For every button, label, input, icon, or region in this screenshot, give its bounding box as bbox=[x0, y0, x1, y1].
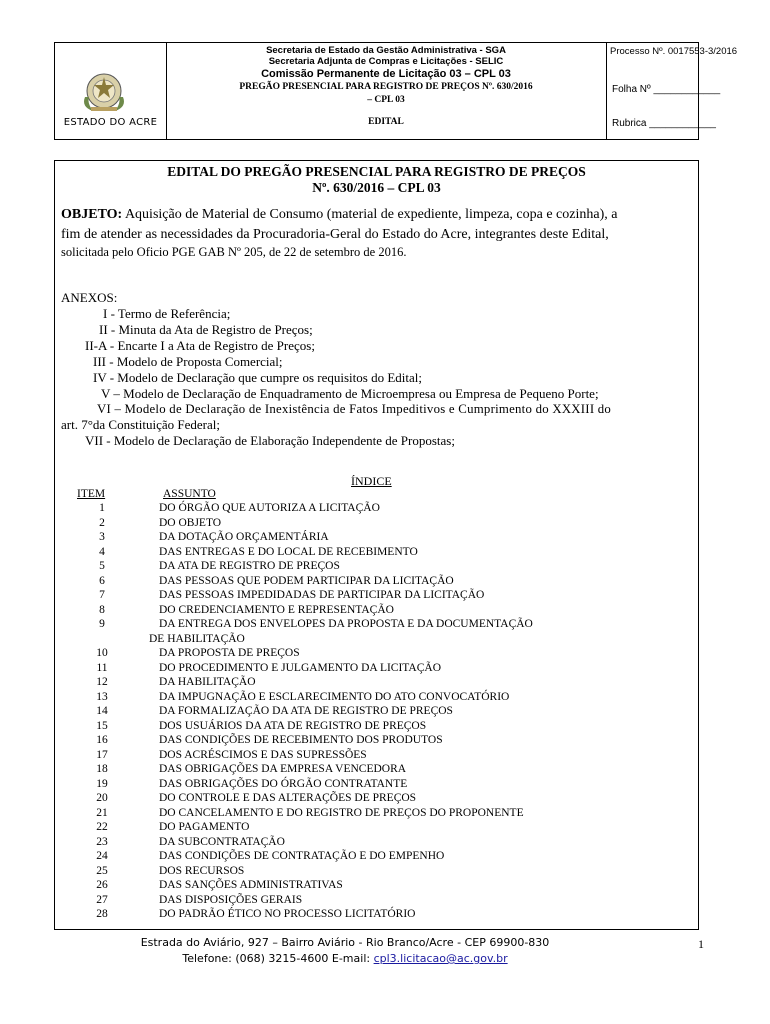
header-secretaria: Secretaria de Estado da Gestão Administrativa - SGA bbox=[266, 45, 506, 56]
item-column-header: ITEM bbox=[77, 488, 106, 500]
folha-field: Folha Nº ____________ bbox=[612, 84, 721, 95]
index-row bbox=[55, 850, 698, 864]
anexo-item: II - Minuta da Ata de Registro de Preços; bbox=[99, 322, 313, 337]
index-item-number: 1 bbox=[99, 502, 105, 514]
index-item-number: 7 bbox=[99, 589, 105, 601]
index-row bbox=[55, 734, 698, 748]
index-item-number: 14 bbox=[96, 705, 108, 717]
index-item-subject: DAS ENTREGAS E DO LOCAL DE RECEBIMENTO bbox=[159, 545, 418, 558]
header-pregao: PREGÃO PRESENCIAL PARA REGISTRO DE PREÇOS Nº. 630/2016 bbox=[239, 82, 533, 92]
index-item-number: 21 bbox=[96, 806, 108, 819]
index-item-subject: DO CREDENCIAMENTO E REPRESENTAÇÃO bbox=[159, 603, 394, 616]
index-row bbox=[55, 908, 698, 922]
anexo-item: II-A - Encarte I a Ata de Registro de Preços; bbox=[85, 338, 315, 353]
index-row bbox=[55, 778, 698, 792]
index-row bbox=[55, 604, 698, 618]
index-item-number: 28 bbox=[96, 908, 108, 920]
index-item-number: 26 bbox=[96, 879, 108, 891]
index-row bbox=[55, 618, 698, 632]
index-row bbox=[55, 546, 698, 560]
index-row bbox=[55, 589, 698, 603]
index-item-subject: DO PADRÃO ÉTICO NO PROCESSO LICITATÓRIO bbox=[159, 908, 416, 920]
index-item-number: 22 bbox=[96, 821, 108, 833]
index-item-subject: DA FORMALIZAÇÃO DA ATA DE REGISTRO DE PREÇOS bbox=[159, 705, 453, 717]
index-item-number: 24 bbox=[96, 850, 108, 862]
index-row bbox=[55, 749, 698, 763]
header-secretaria-adjunta: Secretaria Adjunta de Compras e Licitações - SELIC bbox=[268, 56, 504, 67]
objeto-line-3: solicitada pelo Oficio PGE GAB Nº 205, de 22 de setembro de 2016. bbox=[61, 245, 407, 259]
index-row bbox=[55, 807, 698, 821]
index-row bbox=[55, 879, 698, 893]
objeto-text-1: Aquisição de Material de Consumo (material de expediente, limpeza, copa e cozinha), a bbox=[124, 207, 618, 222]
index-item-subject: DAS PESSOAS IMPEDIDADAS DE PARTICIPAR DA LICITAÇÃO bbox=[159, 589, 485, 601]
state-label: ESTADO DO ACRE bbox=[63, 117, 158, 128]
footer-email-link[interactable]: cpl3.licitacao@ac.gov.br bbox=[373, 952, 508, 965]
index-row bbox=[55, 517, 698, 531]
index-row bbox=[55, 502, 698, 516]
index-row bbox=[55, 836, 698, 850]
index-row bbox=[55, 575, 698, 589]
index-item-subject: DAS CONDIÇÕES DE CONTRATAÇÃO E DO EMPENHO bbox=[159, 850, 445, 862]
header-edital: EDITAL bbox=[368, 117, 404, 127]
index-row bbox=[55, 705, 698, 719]
page-number: 1 bbox=[698, 937, 704, 951]
objeto-line-2: fim de atender as necessidades da Procuradoria-Geral do Estado do Acre, integrantes deste Edital, bbox=[61, 227, 609, 242]
index-item-subject: DO PAGAMENTO bbox=[159, 821, 250, 833]
anexo-item: VII - Modelo de Declaração de Elaboração Independente de Propostas; bbox=[85, 433, 455, 448]
indice-heading: ÍNDICE bbox=[351, 474, 392, 488]
index-row bbox=[55, 560, 698, 574]
index-item-number: 6 bbox=[99, 574, 105, 587]
index-item-subject: DA PROPOSTA DE PREÇOS bbox=[159, 647, 300, 659]
index-item-subject: DA ATA DE REGISTRO DE PREÇOS bbox=[159, 560, 340, 572]
index-item-subject: DO OBJETO bbox=[159, 516, 222, 529]
index-item-subject: DA HABILITAÇÃO bbox=[159, 676, 256, 688]
header-pregao-cont: – CPL 03 bbox=[367, 95, 405, 105]
index-item-number: 10 bbox=[96, 647, 108, 659]
anexo-item: IV - Modelo de Declaração que cumpre os requisitos do Edital; bbox=[93, 370, 422, 385]
index-item-number: 23 bbox=[96, 835, 108, 848]
index-item-number: 3 bbox=[99, 531, 105, 543]
anexo-item: III - Modelo de Proposta Comercial; bbox=[93, 354, 283, 369]
index-item-number: 25 bbox=[96, 864, 108, 877]
footer-address: Estrada do Aviário, 927 – Bairro Aviário - Rio Branco/Acre - CEP 69900-830 bbox=[140, 936, 550, 949]
index-row bbox=[55, 531, 698, 545]
header-seal-cell bbox=[55, 43, 167, 139]
edital-body bbox=[54, 160, 699, 930]
index-item-number: 8 bbox=[99, 603, 105, 616]
header-title-cell bbox=[166, 43, 607, 139]
rubrica-field: Rubrica ____________ bbox=[612, 118, 716, 129]
index-row bbox=[55, 662, 698, 676]
anexos-label: ANEXOS: bbox=[61, 290, 118, 305]
index-item-number: 4 bbox=[99, 545, 105, 558]
index-item-subject: DAS DISPOSIÇÕES GERAIS bbox=[159, 893, 303, 906]
index-item-subject: DAS PESSOAS QUE PODEM PARTICIPAR DA LICITAÇÃO bbox=[159, 574, 454, 587]
assunto-column-header: ASSUNTO bbox=[163, 488, 216, 500]
index-item-subject: DO PROCEDIMENTO E JULGAMENTO DA LICITAÇÃO bbox=[159, 661, 441, 674]
index-item-subject: DA ENTREGA DOS ENVELOPES DA PROPOSTA E DA DOCUMENTAÇÃO bbox=[159, 618, 533, 630]
index-item-number: 20 bbox=[96, 792, 108, 804]
anexo-item: V – Modelo de Declaração de Enquadramento de Microempresa ou Empresa de Pequeno Porte; bbox=[101, 386, 599, 401]
index-item-subject: DOS USUÁRIOS DA ATA DE REGISTRO DE PREÇOS bbox=[159, 719, 427, 732]
index-item-number: 13 bbox=[96, 690, 108, 703]
index-item-number: 2 bbox=[99, 516, 105, 529]
index-item-subject: DO CONTROLE E DAS ALTERAÇÕES DE PREÇOS bbox=[159, 792, 417, 804]
index-item-number: 18 bbox=[96, 763, 108, 775]
index-item-subject: DO CANCELAMENTO E DO REGISTRO DE PREÇOS DO PROPONENTE bbox=[159, 806, 524, 819]
index-item-subject: DOS RECURSOS bbox=[159, 864, 245, 877]
objeto-label: OBJETO: bbox=[61, 207, 123, 222]
document-title: EDITAL DO PREGÃO PRESENCIAL PARA REGISTRO DE PREÇOS bbox=[167, 164, 586, 179]
processo-number: Processo Nº. 0017553-3/2016 bbox=[610, 46, 738, 57]
index-item-subject: DAS CONDIÇÕES DE RECEBIMENTO DOS PRODUTOS bbox=[159, 734, 443, 746]
index-row bbox=[55, 691, 698, 705]
index-item-number: 5 bbox=[99, 560, 105, 572]
index-item-subject: DOS ACRÉSCIMOS E DAS SUPRESSÕES bbox=[159, 748, 367, 761]
anexo-item: I - Termo de Referência; bbox=[103, 306, 231, 321]
index-row bbox=[55, 894, 698, 908]
index-item-subject: DO ÓRGÃO QUE AUTORIZA A LICITAÇÃO bbox=[159, 502, 380, 514]
index-row bbox=[55, 865, 698, 879]
index-item-number: 9 bbox=[99, 618, 105, 630]
index-item-number: 27 bbox=[96, 893, 108, 906]
objeto-line-1 bbox=[61, 207, 617, 223]
index-item-subject: DA IMPUGNAÇÃO E ESCLARECIMENTO DO ATO CONVOCATÓRIO bbox=[159, 690, 510, 703]
index-item-number: 11 bbox=[96, 661, 108, 674]
header-process-cell bbox=[606, 43, 738, 139]
anexo-item-cont: art. 7°da Constituição Federal; bbox=[61, 417, 220, 432]
header-comissao: Comissão Permanente de Licitação 03 – CPL 03 bbox=[261, 68, 511, 80]
index-item-number: 12 bbox=[96, 676, 108, 688]
index-item-subject: DAS SANÇÕES ADMINISTRATIVAS bbox=[159, 879, 343, 891]
index-item-subject: DA DOTAÇÃO ORÇAMENTÁRIA bbox=[159, 531, 329, 543]
index-item-number: 17 bbox=[96, 748, 108, 761]
index-item-subject-cont: DE HABILITAÇÃO bbox=[149, 632, 245, 645]
index-row bbox=[55, 647, 698, 661]
index-item-number: 15 bbox=[96, 719, 108, 732]
anexo-item: VI – Modelo de Declaração de Inexistência de Fatos Impeditivos e Cumprimento do XXXIII do bbox=[97, 402, 612, 416]
document-header bbox=[54, 42, 738, 140]
index-row bbox=[55, 821, 698, 835]
index-item-number: 16 bbox=[96, 734, 108, 746]
index-item-subject: DAS OBRIGAÇÕES DO ÓRGÃO CONTRATANTE bbox=[159, 777, 408, 790]
index-item-subject: DA SUBCONTRATAÇÃO bbox=[159, 835, 285, 848]
footer-phone: Telefone: (068) 3215-4600 E-mail: bbox=[182, 952, 371, 965]
index-item-subject: DAS OBRIGAÇÕES DA EMPRESA VENCEDORA bbox=[159, 763, 407, 775]
index-row bbox=[55, 763, 698, 777]
index-item-number: 19 bbox=[96, 777, 108, 790]
footer-contact bbox=[110, 952, 580, 965]
index-row bbox=[55, 720, 698, 734]
document-subtitle: Nº. 630/2016 – CPL 03 bbox=[312, 180, 441, 195]
index-row bbox=[55, 792, 698, 806]
index-row bbox=[55, 676, 698, 690]
